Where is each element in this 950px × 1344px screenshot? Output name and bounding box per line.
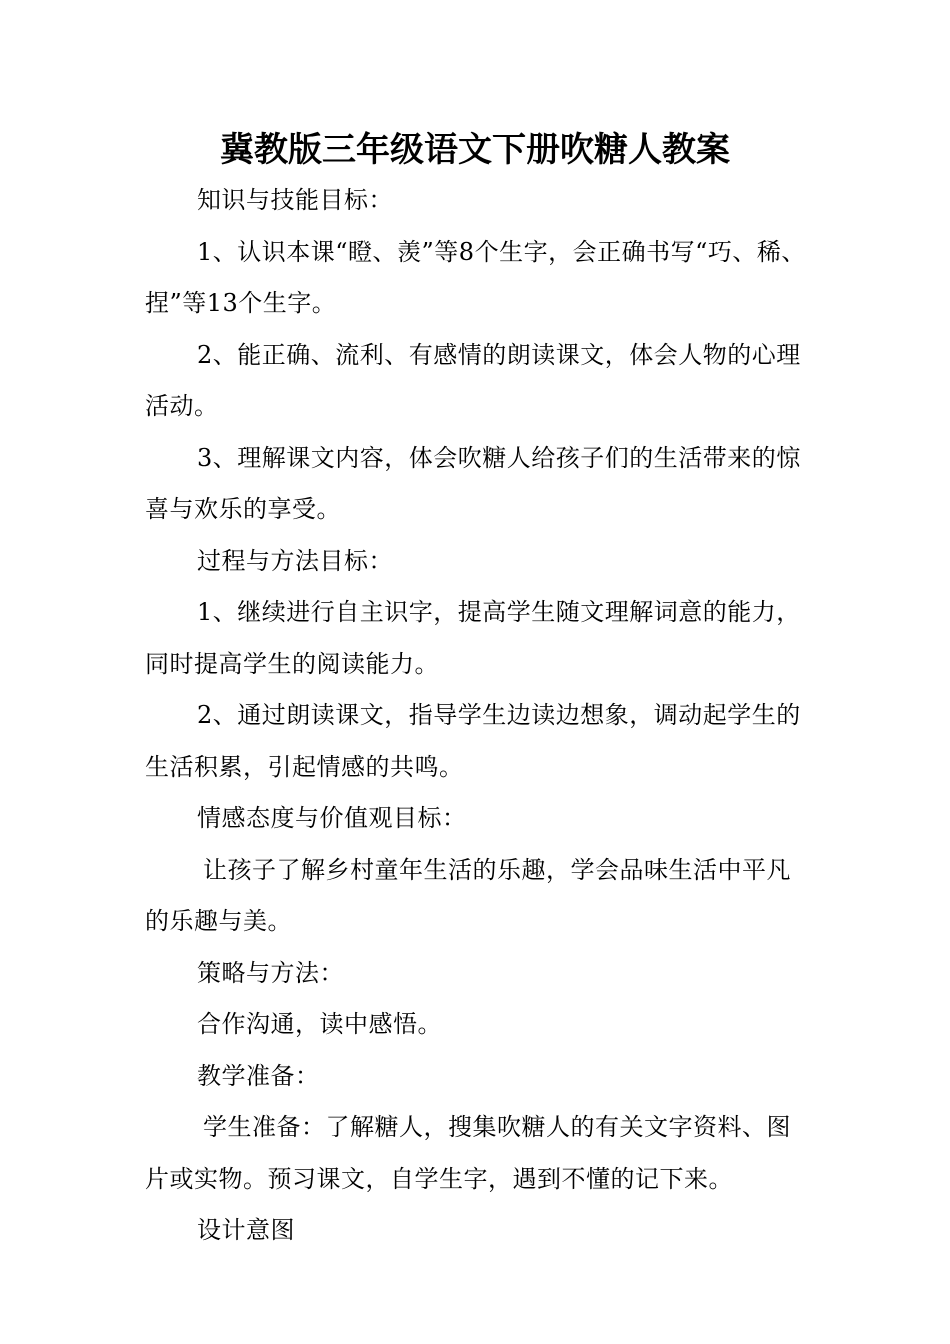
paragraph-objective-2: 2、能正确、流利、有感情的朗读课文，体会人物的心理活动。 xyxy=(145,340,801,420)
section-heading-strategy: 策略与方法： xyxy=(197,958,344,987)
section-heading-preparation: 教学准备： xyxy=(197,1061,320,1090)
section-heading-knowledge-skills: 知识与技能目标： xyxy=(197,186,393,214)
document-title: 冀教版三年级语文下册吹糖人教案 xyxy=(220,130,730,170)
paragraph-objective-1: 1、认识本课“瞪、羡”等8个生字，会正确书写“巧、稀、捏”等13个生字。 xyxy=(145,237,806,317)
paragraph-process-2: 2、通过朗读课文，指导学生边读边想象，调动起学生的生活积累，引起情感的共鸣。 xyxy=(145,701,801,781)
paragraph-objective-3: 3、理解课文内容，体会吹糖人给孩子们的生活带来的惊喜与欢乐的享受。 xyxy=(145,443,801,523)
paragraph-emotion: 让孩子了解乡村童年生活的乐趣，学会品味生活中平凡的乐趣与美。 xyxy=(145,855,791,935)
paragraph-preparation: 学生准备：了解糖人，搜集吹糖人的有关文字资料、图片或实物。预习课文，自学生字，遇到不懂的记下来。 xyxy=(145,1113,791,1193)
document-body xyxy=(145,175,815,1257)
paragraph-process-1: 1、继续进行自主识字，提高学生随文理解词意的能力，同时提高学生的阅读能力。 xyxy=(145,598,801,678)
section-heading-process-methods: 过程与方法目标： xyxy=(197,546,393,575)
section-heading-design-intent: 设计意图 xyxy=(197,1216,295,1244)
paragraph-strategy: 合作沟通，读中感悟。 xyxy=(197,1010,442,1038)
section-heading-emotion-values: 情感态度与价值观目标： xyxy=(197,804,467,832)
